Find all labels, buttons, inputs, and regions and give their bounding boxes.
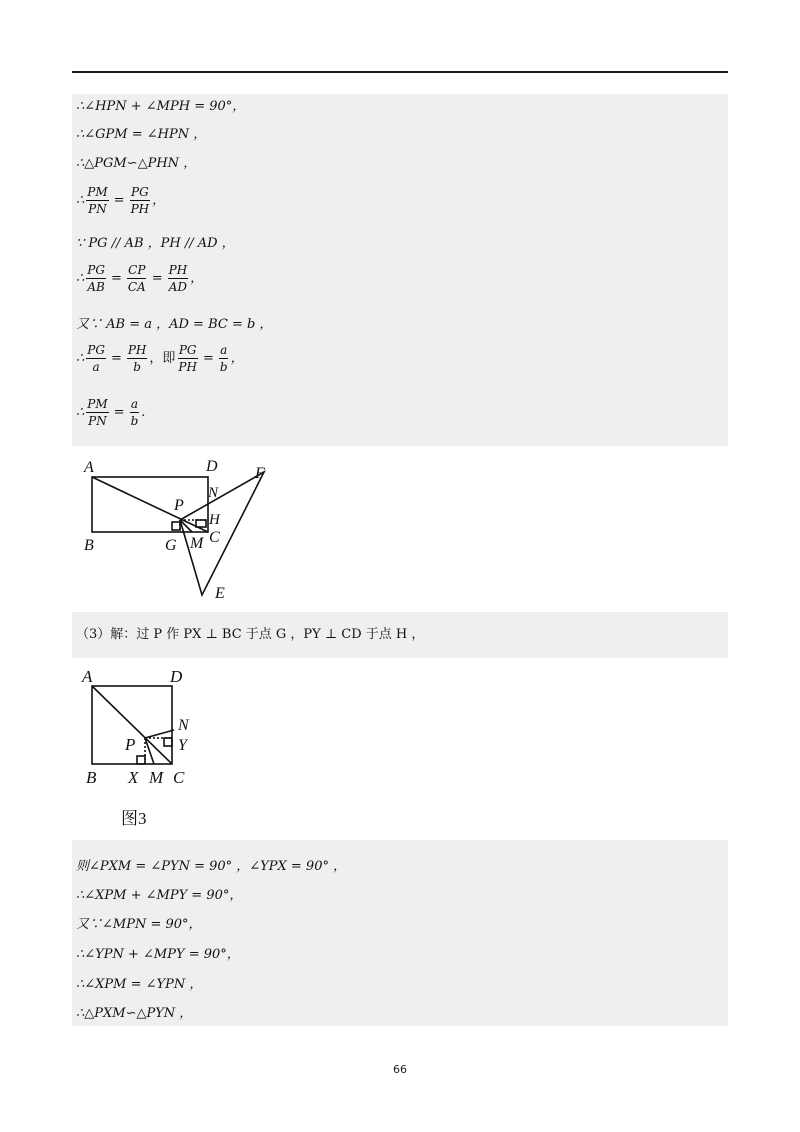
proof-line-4: ∴ $\frac{PM}{PN}$ = $\frac{PG}{PH}$ ， — [76, 185, 166, 216]
label-h: H — [209, 512, 220, 528]
proof-line-3: ∴△PGM∽△PHN ， — [76, 156, 197, 171]
label-n: N — [178, 717, 189, 734]
label-f: F — [255, 465, 265, 482]
right-angle-mark-g — [172, 522, 180, 530]
proof-line-13: ∴∠YPN + ∠MPY = 90°， — [76, 947, 240, 962]
right-angle-mark-y — [164, 738, 172, 746]
label-b: B — [86, 768, 97, 787]
fraction: $\frac{PM}{PN}$ — [87, 397, 108, 428]
label-e: E — [215, 585, 225, 602]
fraction: $\frac{CP}{CA}$ — [127, 263, 146, 294]
proof-line-14: ∴∠XPM = ∠YPN ， — [76, 977, 203, 992]
triangle-pef — [180, 472, 264, 595]
fraction: $\frac{PH}{b}$ — [127, 343, 147, 374]
fraction: $\frac{PG}{PH}$ — [178, 343, 197, 374]
header-dot: · — [543, 84, 545, 91]
proof-line-15: ∴△PXM∽△PYN ， — [76, 1006, 193, 1021]
label-b: B — [84, 537, 94, 554]
label-m: M — [149, 768, 164, 787]
proof-line-2: ∴∠GPM = ∠HPN ， — [76, 127, 207, 142]
proof-line-6: ∴ $\frac{PG}{AB}$ = $\frac{CP}{CA}$ = $\frac{PH}{AD}$ ， — [76, 263, 204, 294]
label-y: Y — [178, 737, 187, 754]
label-d: D — [206, 458, 218, 475]
proof-line-5: ∵ PG // AB ，PH // AD ， — [76, 236, 235, 251]
label-n: N — [208, 485, 219, 501]
header-rule — [72, 71, 728, 73]
label-d: D — [170, 667, 183, 686]
label-c: C — [209, 529, 220, 546]
fraction: $\frac{a}{b}$ — [130, 397, 139, 428]
proof-line-1: ∴∠HPN + ∠MPH = 90°， — [76, 99, 246, 114]
label-c: C — [173, 768, 185, 787]
fraction: $\frac{PG}{a}$ — [87, 343, 105, 374]
label-a: A — [84, 459, 94, 476]
label-a: A — [82, 667, 93, 686]
figure-rectangle-triangle — [72, 450, 278, 612]
part3-intro: （3）解：过 P 作 PX ⊥ BC 于点 G ，PY ⊥ CD 于点 H ， — [76, 627, 425, 642]
fraction: $\frac{PG}{PH}$ — [130, 185, 150, 216]
proof-line-12: 又∵∠MPN = 90°， — [76, 917, 202, 932]
label-p: P — [174, 497, 184, 514]
figure-caption: 图3 — [121, 809, 147, 828]
label-m: M — [190, 535, 204, 552]
label-g: G — [165, 537, 177, 554]
fraction: $\frac{PM}{PN}$ — [87, 185, 108, 216]
proof-line-10: 则∠PXM = ∠PYN = 90° ，∠YPX = 90° ， — [76, 859, 347, 874]
right-angle-mark-h — [196, 520, 206, 527]
segment-pn — [145, 730, 174, 738]
page-number: 66 — [393, 1063, 407, 1076]
fraction: $\frac{PH}{AD}$ — [168, 263, 188, 294]
figure-3-square — [72, 658, 205, 840]
proof-line-9: ∴ $\frac{PM}{PN}$ = $\frac{a}{b}$ . — [76, 397, 146, 428]
fraction: $\frac{PG}{AB}$ — [87, 263, 105, 294]
proof-line-8: ∴ $\frac{PG}{a}$ = $\frac{PH}{b}$ ，即 $\frac{PG}{PH}$ = $\frac{a}{b}$ ， — [76, 343, 244, 374]
proof-line-7: 又∵ AB = a ，AD = BC = b ， — [76, 317, 273, 332]
fraction: $\frac{a}{b}$ — [219, 343, 228, 374]
right-angle-mark-x — [137, 756, 145, 764]
proof-line-11: ∴∠XPM + ∠MPY = 90°， — [76, 888, 243, 903]
label-x: X — [128, 768, 139, 787]
label-p: P — [125, 735, 136, 754]
diagonal-ac — [92, 477, 208, 532]
